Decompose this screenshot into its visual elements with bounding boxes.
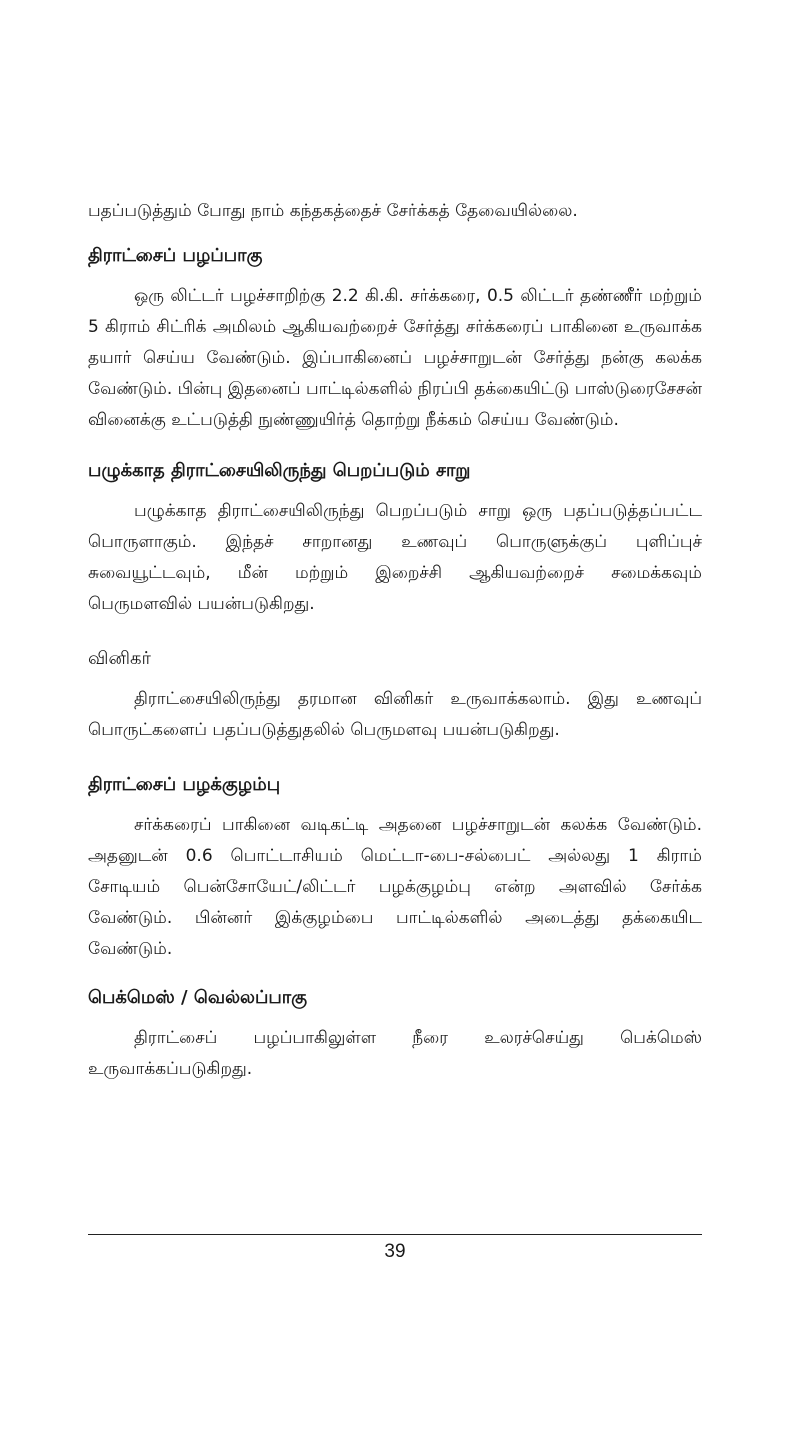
section-heading-grape-jam: திராட்சைப் பழக்குழம்பு: [88, 774, 281, 795]
page-number: 39: [384, 1241, 406, 1262]
section-body-grape-jam: சர்க்கரைப் பாகினை வடிகட்டி அதனை பழச்சாறுடன் கலக்க வேண்டும். அதனுடன் 0.6 பொட்டாசியம் மெட்டா-பை-சல்பைட் அல்லது 1 கிராம் சோடியம் பென்சோயேட்/லிட்டர் பழக்குழம்பு என்ற அளவில் சேர்க்க வேண்டும். பின்னர் இக்குழம்பை பாட்டில்களில் அடைத்து தக்கையிட வேண்டும்.: [88, 815, 702, 959]
section-body-grape-syrup: ஒரு லிட்டர் பழச்சாறிற்கு 2.2 கி.கி. சர்க்கரை, 0.5 லிட்டர் தண்ணீர் மற்றும் 5 கிராம் சிட்ரிக் அமிலம் ஆகியவற்றைச் சேர்த்து சர்க்கரைப் பாகினை உருவாக்க தயார் செய்ய வேண்டும். இப்பாகினைப் பழச்சாறுடன் சேர்த்து நன்கு கலக்க வேண்டும். பின்பு இதனைப் பாட்டில்களில் நிரப்பி தக்கையிட்டு பாஸ்டுரைசேசன் வினைக்கு உட்படுத்தி நுண்ணுயிர்த் தொற்று நீக்கம் செய்ய வேண்டும்.: [88, 286, 702, 430]
section-heading-vinegar: வினிகர்: [88, 648, 151, 669]
footer-divider: [88, 1234, 702, 1235]
continued-paragraph: பதப்படுத்தும் போது நாம் கந்தகத்தைச் சேர்க்கத் தேவையில்லை.: [88, 201, 578, 221]
section-heading-grape-syrup: திராட்சைப் பழப்பாகு: [88, 245, 263, 266]
section-heading-unripe-grape-juice: பழுக்காத திராட்சையிலிருந்து பெறப்படும் சாறு: [88, 460, 471, 481]
section-body-pekmez: திராட்சைப் பழப்பாகிலுள்ள நீரை உலரச்செய்து பெக்மெஸ் உருவாக்கப்படுகிறது.: [88, 1028, 702, 1079]
section-body-unripe-grape-juice: பழுக்காத திராட்சையிலிருந்து பெறப்படும் சாறு ஒரு பதப்படுத்தப்பட்ட பொருளாகும். இந்தச் சாறானது உணவுப் பொருளுக்குப் புளிப்புச் சுவையூட்டவும், மீன் மற்றும் இறைச்சி ஆகியவற்றைச் சமைக்கவும் பெருமளவில் பயன்படுகிறது.: [88, 501, 702, 614]
page-content: [88, 196, 702, 1085]
section-body-vinegar: திராட்சையிலிருந்து தரமான வினிகர் உருவாக்கலாம். இது உணவுப் பொருட்களைப் பதப்படுத்துதலில் பெருமளவு பயன்படுகிறது.: [88, 689, 702, 740]
section-heading-pekmez: பெக்மெஸ் / வெல்லப்பாகு: [88, 987, 308, 1008]
